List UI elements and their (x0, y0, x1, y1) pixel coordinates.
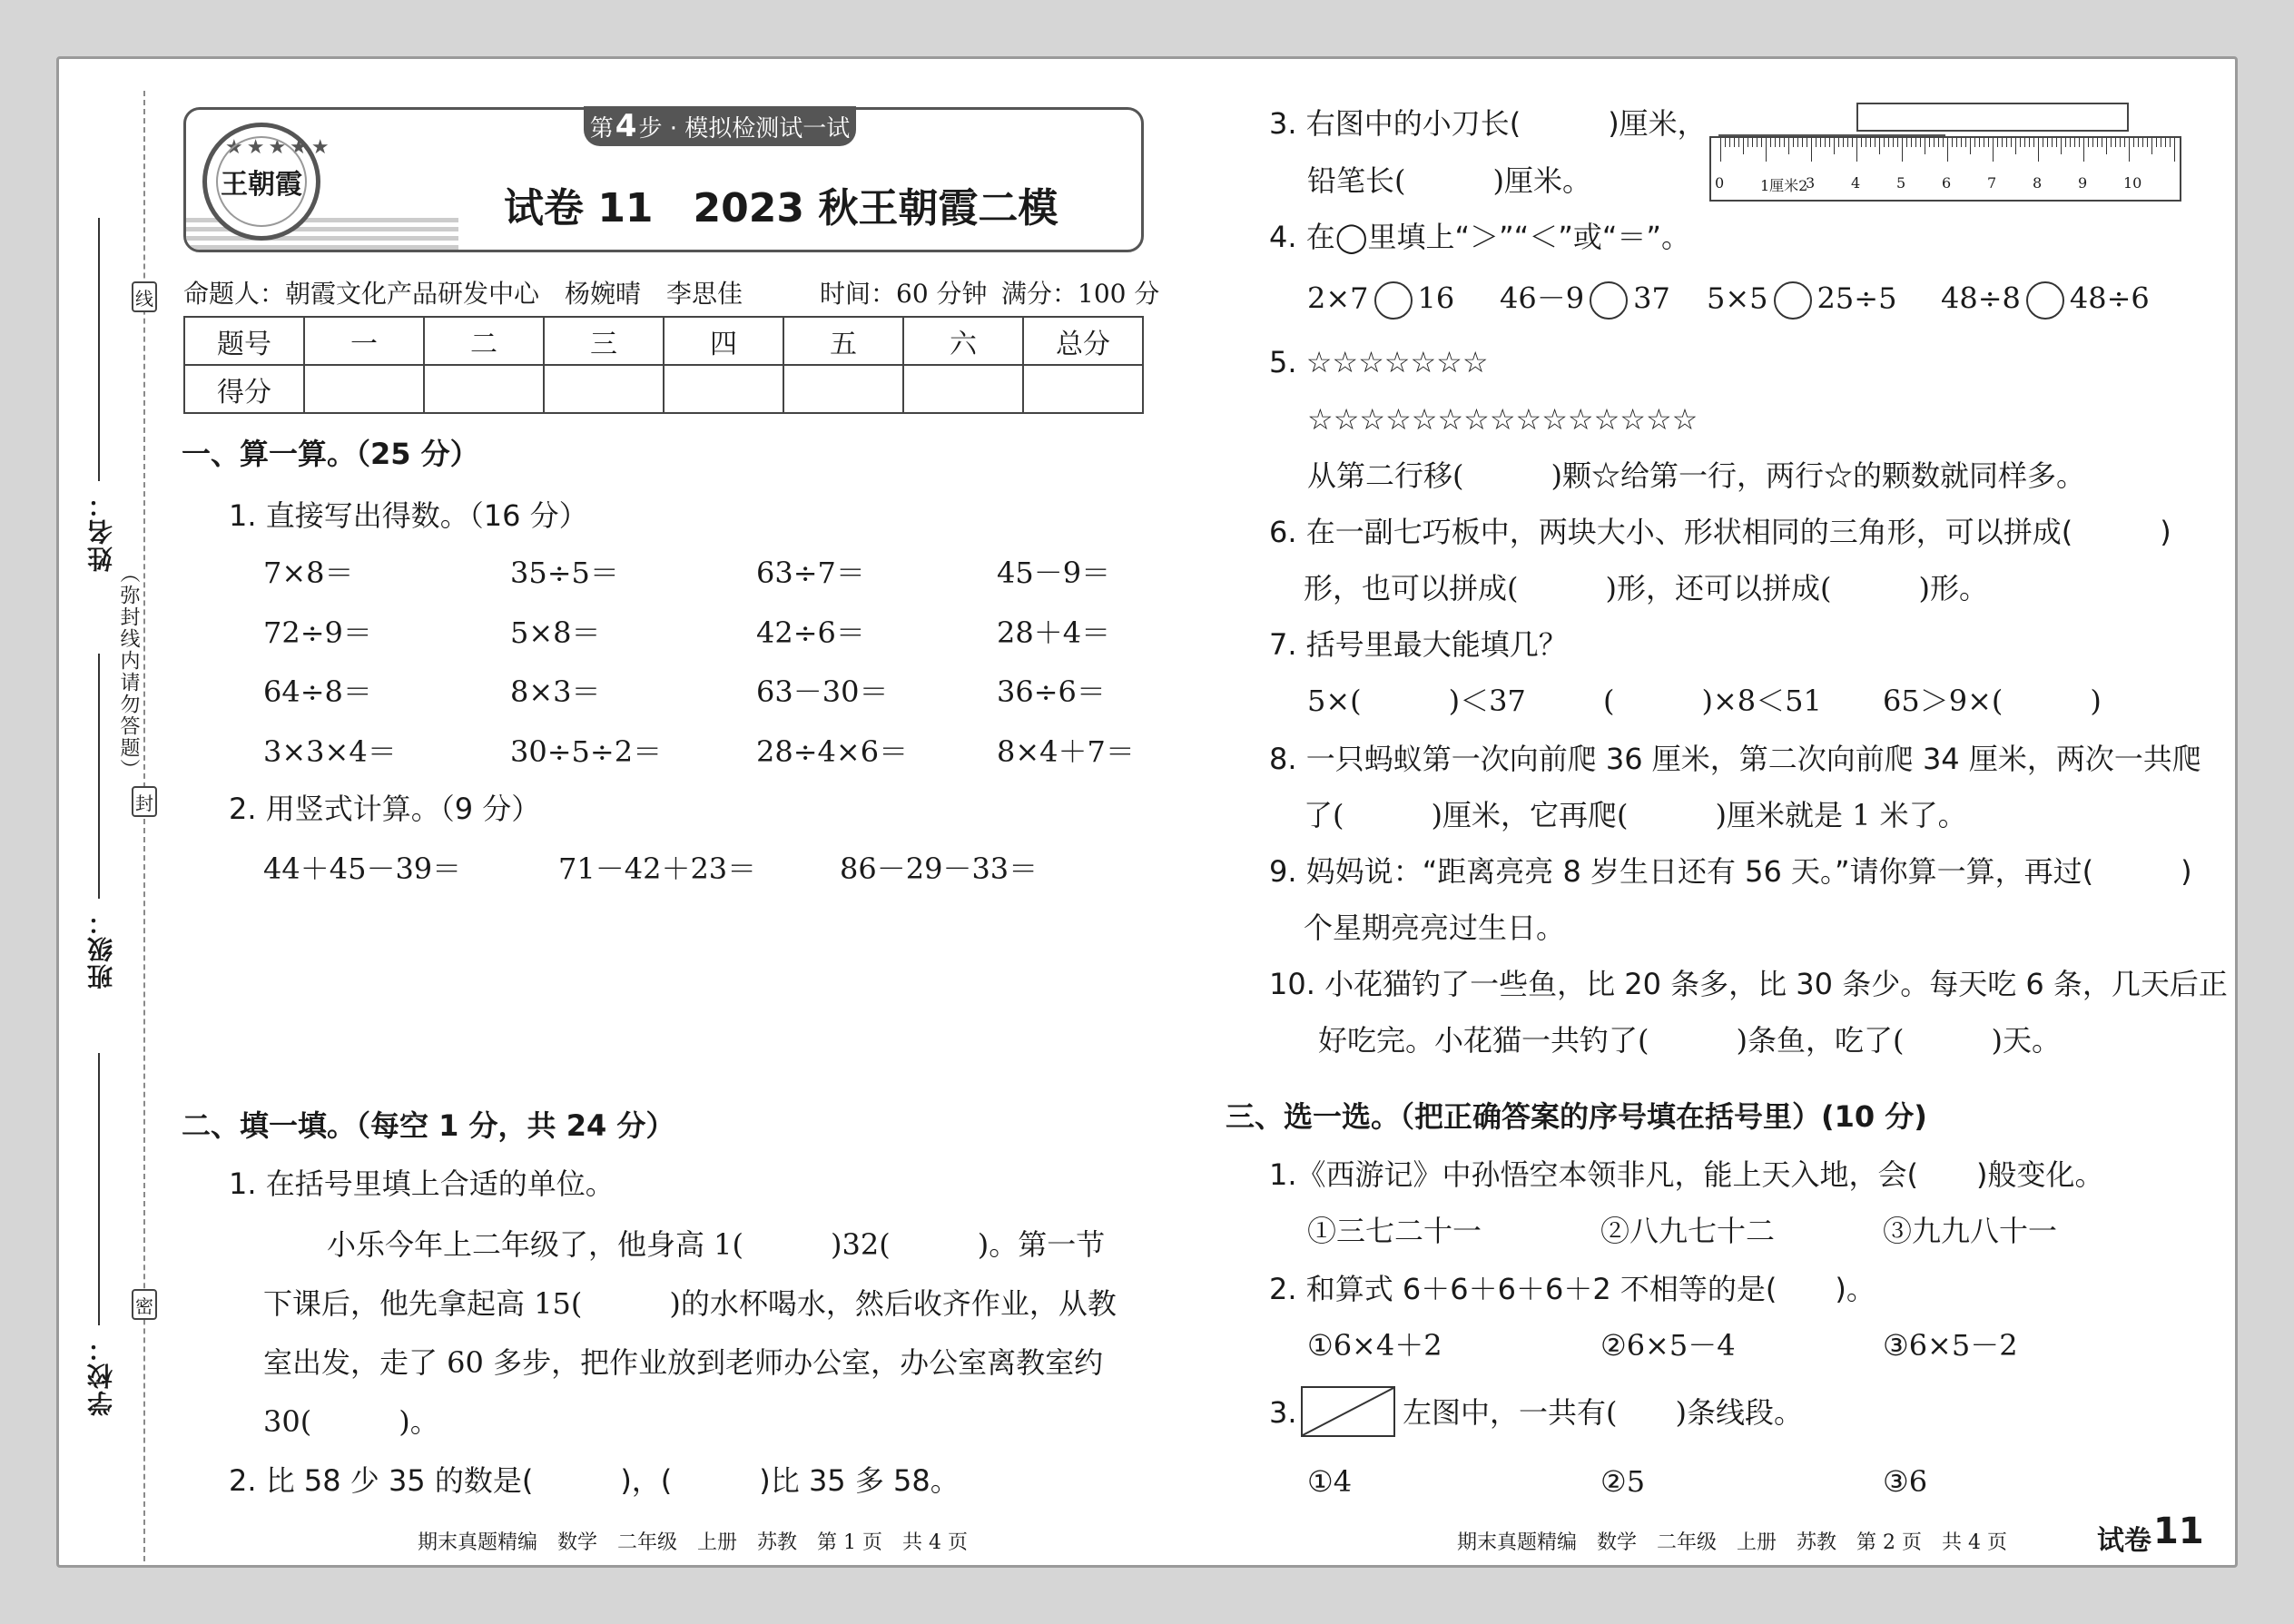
ruler-tick (2106, 138, 2107, 154)
seal-mark: 封 (132, 786, 157, 817)
step-prefix: 第 (589, 114, 614, 143)
ruler-tick-label: 3 (1806, 174, 1816, 192)
ruler-tick (2115, 138, 2116, 147)
s3-q2: 2. 和算式 6＋6＋6＋6＋2 不相等的是( )。 (1269, 1272, 1876, 1306)
ruler-tick (1825, 138, 1826, 147)
ruler-tick (2070, 138, 2071, 147)
compare-circle[interactable] (1374, 281, 1413, 320)
calc-item: 45－9＝ (997, 556, 1111, 590)
ruler-tick (2052, 138, 2053, 147)
ruler-tick (1847, 138, 1848, 147)
ruler-tick (1856, 138, 1857, 162)
s2-q7-item: 65＞9×( ) (1883, 684, 2102, 718)
s2-q7-item: 5×( )＜37 (1307, 684, 1526, 718)
score-header: 一 (304, 317, 424, 365)
ruler-tick (1761, 138, 1762, 147)
seal-mark: 密 (132, 1289, 157, 1320)
calc-item: 64÷8＝ (263, 674, 372, 709)
s3-q1: 1.《西游记》中孙悟空本领非凡，能上天入地，会( )般变化。 (1269, 1157, 2104, 1192)
calc-item: 7×8＝ (263, 556, 354, 590)
compare-item (1707, 281, 1896, 320)
calc-item: 5×8＝ (510, 615, 601, 650)
compare-circle[interactable] (1590, 281, 1628, 320)
ruler-tick (1906, 138, 1907, 147)
ruler-tick (1834, 138, 1835, 154)
vertical-calc-item: 44＋45－39＝ (263, 851, 462, 886)
ruler-tick (2038, 138, 2039, 162)
section2-title: 二、填一填。（每空 1 分，共 24 分） (182, 1108, 675, 1143)
ruler-tick (2142, 138, 2143, 147)
ruler-tick (2079, 138, 2080, 147)
calc-item: 35÷5＝ (510, 556, 619, 590)
segment-diagonal (1303, 1388, 1393, 1435)
ruler-tick (1738, 138, 1739, 147)
ruler-tick (1884, 138, 1885, 147)
score-header: 四 (664, 317, 783, 365)
score-table (183, 316, 1144, 414)
ruler-tick (2047, 138, 2048, 147)
step-number: 4 (615, 108, 637, 144)
ruler-tick (2120, 138, 2121, 147)
class-label: 班级： (86, 908, 116, 989)
class-field[interactable] (98, 654, 100, 899)
ruler-tick (1784, 138, 1785, 147)
step-tab (584, 106, 856, 146)
s2-q6-line2: 形，也可以拼成( )形，还可以拼成( )形。 (1304, 571, 1988, 605)
section1-title: 一、算一算。（25 分） (182, 437, 479, 471)
ruler-tick (1829, 138, 1830, 147)
compare-right: 48÷6 (2069, 281, 2150, 316)
compare-left: 46－9 (1500, 281, 1585, 316)
s2-q7-item: ( )×8＜51 (1603, 684, 1822, 718)
ruler-tick (1915, 138, 1916, 147)
ruler-tick (1797, 138, 1798, 147)
ruler-tick (2074, 138, 2075, 147)
paper-number: 11 (2153, 1511, 2204, 1552)
ruler-tick (1802, 138, 1803, 147)
calc-item: 8×3＝ (510, 674, 601, 709)
ruler-tick (1879, 138, 1880, 154)
ruler-tick-label: 10 (2123, 174, 2142, 192)
calc-item: 28÷4×6＝ (756, 734, 909, 769)
binding-note: （弥封线内请勿答题） (117, 563, 140, 781)
ruler-tick (1952, 138, 1953, 147)
s2-q1-title: 1. 在括号里填上合适的单位。 (229, 1166, 615, 1201)
name-label: 姓名： (86, 490, 116, 572)
name-field[interactable] (98, 218, 100, 481)
compare-left: 48÷8 (1941, 281, 2021, 316)
ruler-tick (1870, 138, 1871, 147)
s2-q3-line2: 铅笔长( )厘米。 (1307, 163, 1591, 198)
ruler-tick (1743, 138, 1744, 154)
ruler-tick (1843, 138, 1844, 147)
ruler-tick (1970, 138, 1971, 154)
footer-left: 期末真题精编 数学 二年级 上册 苏教 第 1 页 共 4 页 (418, 1531, 968, 1554)
calc-item: 42÷6＝ (756, 615, 865, 650)
s2-q1-line: 下课后，他先拿起高 15( )的水杯喝水，然后收齐作业，从教 (263, 1286, 1117, 1321)
ruler-tick (1902, 138, 1903, 162)
calc-item: 63÷7＝ (756, 556, 865, 590)
compare-circle[interactable] (2026, 281, 2064, 320)
ruler-tick (2015, 138, 2016, 154)
ruler-tick (2006, 138, 2007, 147)
s3-q2-option[interactable]: ③6×5－2 (1883, 1328, 2018, 1363)
ruler-tick (2170, 138, 2171, 147)
ruler-tick (1875, 138, 1876, 147)
brand-logo (202, 123, 333, 241)
s2-q8-line1: 8. 一只蚂蚁第一次向前爬 36 厘米，第二次向前爬 34 厘米，两次一共爬 (1269, 742, 2201, 776)
score-header: 三 (544, 317, 664, 365)
ruler-tick (1947, 138, 1948, 162)
ruler-tick (1897, 138, 1898, 147)
ruler-tick (1993, 138, 1994, 162)
compare-right: 16 (1417, 281, 1455, 316)
ruler-tick (1888, 138, 1889, 147)
section3-title: 三、选一选。（把正确答案的序号填在括号里）(10 分) (1226, 1099, 1927, 1134)
score-cell[interactable] (1023, 365, 1143, 413)
ruler-tick (2165, 138, 2166, 147)
ruler-tick-label: 8 (2033, 174, 2043, 192)
score-cell[interactable] (304, 365, 424, 413)
s2-q10-line1: 10. 小花猫钓了一些鱼，比 20 条多，比 30 条少。每天吃 6 条，几天后正 (1269, 967, 2228, 1001)
s3-q2-option[interactable]: ②6×5－4 (1600, 1328, 1736, 1363)
ruler-tick (1766, 138, 1767, 162)
ruler-tick-label: 1厘米2 (1760, 177, 1808, 194)
score-header: 题号 (184, 317, 304, 365)
ruler-tick (1938, 138, 1939, 147)
ruler-tick (2088, 138, 2089, 147)
ruler-tick (1911, 138, 1912, 147)
ruler-tick (1793, 138, 1794, 147)
s2-q7-title: 7. 括号里最大能填几？ (1269, 627, 1568, 662)
ruler-tick (2020, 138, 2021, 147)
s2-q9-line1: 9. 妈妈说：“距离亮亮 8 岁生日还有 56 天。”请你算一算，再过( ) (1269, 854, 2192, 889)
pencil-drawing (1856, 103, 2129, 132)
ruler-tick (1779, 138, 1780, 147)
score-cell[interactable] (544, 365, 664, 413)
score-header: 总分 (1023, 317, 1143, 365)
ruler-tick (2083, 138, 2084, 162)
score-header: 五 (783, 317, 903, 365)
score-cell[interactable] (664, 365, 783, 413)
ruler-tick (2065, 138, 2066, 147)
ruler-tick (2097, 138, 2098, 147)
ruler-tick (1770, 138, 1771, 147)
ruler-tick (1752, 138, 1753, 147)
s3-q3-option[interactable]: ②5 (1600, 1464, 1646, 1499)
ruler-tick (1720, 138, 1721, 162)
s3-q2-option[interactable]: ①6×4＋2 (1307, 1328, 1442, 1363)
ruler-tick (1820, 138, 1821, 147)
ruler-tick-label: 9 (2078, 174, 2088, 192)
ruler-tick (2111, 138, 2112, 147)
s2-q8-line2: 了( )厘米，它再爬( )厘米就是 1 米了。 (1304, 798, 1967, 832)
s2-q9-line2: 个星期亮亮过生日。 (1304, 910, 1566, 945)
ruler-tick-label: 0 (1715, 174, 1725, 192)
s3-q3-number: 3. (1269, 1395, 1297, 1430)
ruler-tick (1861, 138, 1862, 147)
score-cell[interactable] (903, 365, 1023, 413)
ruler-tick (1929, 138, 1930, 147)
ruler-tick (1974, 138, 1975, 147)
segment-figure (1301, 1386, 1395, 1437)
ruler-tick-label: 7 (1987, 174, 1997, 192)
ruler-tick (2061, 138, 2062, 154)
s2-q10-line2: 好吃完。小花猫一共钓了( )条鱼，吃了( )天。 (1318, 1023, 2061, 1058)
compare-item (1500, 281, 1670, 320)
s3-q1-option[interactable]: ②八九七十二 (1600, 1214, 1776, 1248)
s3-q3-text: 左图中，一共有( )条线段。 (1403, 1395, 1803, 1430)
ruler-tick (1956, 138, 1957, 147)
s2-q4-title: 4. 在◯里填上“＞”“＜”或“＝”。 (1269, 220, 1690, 254)
step-label: 步 · 模拟检测试一试 (638, 114, 851, 143)
calc-item: 8×4＋7＝ (997, 734, 1135, 769)
seal-mark: 线 (132, 281, 157, 312)
calc-item: 3×3×4＝ (263, 734, 397, 769)
score-cell[interactable] (424, 365, 544, 413)
ruler-drawing (1709, 136, 2181, 202)
logo-stars-icon: ★★★★★ (225, 136, 333, 159)
ruler-tick (1775, 138, 1776, 147)
s2-q6-line1: 6. 在一副七巧板中，两块大小、形状相同的三角形，可以拼成( ) (1269, 515, 2171, 549)
ruler-tick (1725, 138, 1726, 147)
vertical-calc-item: 86－29－33＝ (840, 851, 1039, 886)
s3-q3-option[interactable]: ①4 (1307, 1464, 1353, 1499)
ruler-tick (1788, 138, 1789, 154)
paper-label: 试卷 (2097, 1525, 2151, 1557)
school-label: 学校： (86, 1334, 116, 1416)
exam-time: 时间：60 分钟 (820, 279, 988, 309)
compare-right: 37 (1633, 281, 1670, 316)
s1-q2-title: 2. 用竖式计算。（9 分） (229, 792, 541, 826)
ruler-tick (1852, 138, 1853, 147)
s3-q1-option[interactable]: ①三七二十一 (1307, 1214, 1482, 1248)
s2-q2: 2. 比 58 少 35 的数是( )，( )比 35 多 58。 (229, 1463, 960, 1498)
s1-q1-title: 1. 直接写出得数。（16 分） (229, 498, 588, 533)
s2-q1-line: 小乐今年上二年级了，他身高 1( )32( )。第一节 (327, 1227, 1106, 1262)
ruler-tick (2147, 138, 2148, 147)
exam-header (183, 107, 1144, 252)
compare-right: 25÷5 (1816, 281, 1897, 316)
ruler-tick (1997, 138, 1998, 147)
authors: 命题人：朝霞文化产品研发中心 杨婉晴 李思佳 (183, 279, 743, 309)
ruler-tick (2151, 138, 2152, 154)
calc-item: 72÷9＝ (263, 615, 372, 650)
ruler-tick (2133, 138, 2134, 147)
ruler-tick (1893, 138, 1894, 147)
ruler-tick (1811, 138, 1812, 162)
ruler-tick (2029, 138, 2030, 147)
calc-item: 30÷5÷2＝ (510, 734, 663, 769)
score-header: 六 (903, 317, 1023, 365)
compare-item (1941, 281, 2150, 320)
ruler-tick (2138, 138, 2139, 147)
calc-item: 28＋4＝ (997, 615, 1111, 650)
ruler-tick (1734, 138, 1735, 147)
s2-q5-row1: 5. ☆☆☆☆☆☆☆ (1269, 345, 1489, 379)
ruler-tick (1961, 138, 1962, 147)
ruler-tick (2156, 138, 2157, 147)
ruler-tick (2011, 138, 2012, 147)
school-field[interactable] (98, 1053, 100, 1325)
exam-title: 试卷 11 2023 秋王朝霞二模 (504, 185, 1058, 231)
ruler-tick-label: 4 (1851, 174, 1861, 192)
ruler-tick (1965, 138, 1966, 147)
logo-text: 王朝霞 (216, 136, 307, 227)
s2-q1-line: 30( )。 (263, 1404, 439, 1439)
ruler-tick (2129, 138, 2130, 162)
ruler-tick (1729, 138, 1730, 147)
vertical-calc-item: 71－42＋23＝ (558, 851, 757, 886)
s2-q1-line: 室出发，走了 60 多步，把作业放到老师办公室，办公室离教室约 (263, 1345, 1104, 1380)
s3-q3-option[interactable]: ③6 (1883, 1464, 1928, 1499)
ruler-tick (1943, 138, 1944, 147)
ruler-tick (2124, 138, 2125, 147)
ruler-tick (2002, 138, 2003, 147)
compare-item (1307, 281, 1454, 320)
ruler-tick-label: 5 (1896, 174, 1906, 192)
ruler-tick (2033, 138, 2034, 147)
s2-q5-row2: ☆☆☆☆☆☆☆☆☆☆☆☆☆☆☆ (1307, 402, 1698, 437)
score-header: 二 (424, 317, 544, 365)
compare-left: 2×7 (1307, 281, 1369, 316)
ruler-tick (2092, 138, 2093, 147)
s3-q1-option[interactable]: ③九九八十一 (1883, 1214, 2058, 1248)
ruler-tick-label: 6 (1942, 174, 1952, 192)
compare-circle[interactable] (1774, 281, 1812, 320)
ruler-tick (1838, 138, 1839, 147)
ruler-tick (1934, 138, 1935, 147)
calc-item: 63－30＝ (756, 674, 889, 709)
compare-left: 5×5 (1707, 281, 1768, 316)
footer-right: 期末真题精编 数学 二年级 上册 苏教 第 2 页 共 4 页 (1457, 1531, 2007, 1554)
ruler-tick (2174, 138, 2175, 162)
ruler-tick (2056, 138, 2057, 147)
ruler-tick (1920, 138, 1921, 147)
exam-full-score: 满分：100 分 (1001, 279, 1160, 309)
score-cell[interactable] (783, 365, 903, 413)
s2-q5-text: 从第二行移( )颗☆给第一行，两行☆的颗数就同样多。 (1307, 458, 2085, 493)
s2-q3-line1: 3. 右图中的小刀长( )厘米， (1269, 106, 1707, 141)
calc-item: 36÷6＝ (997, 674, 1106, 709)
score-row-label: 得分 (184, 365, 304, 413)
ruler-tick (1979, 138, 1980, 147)
ruler-tick (1988, 138, 1989, 147)
ruler-tick (2024, 138, 2025, 147)
